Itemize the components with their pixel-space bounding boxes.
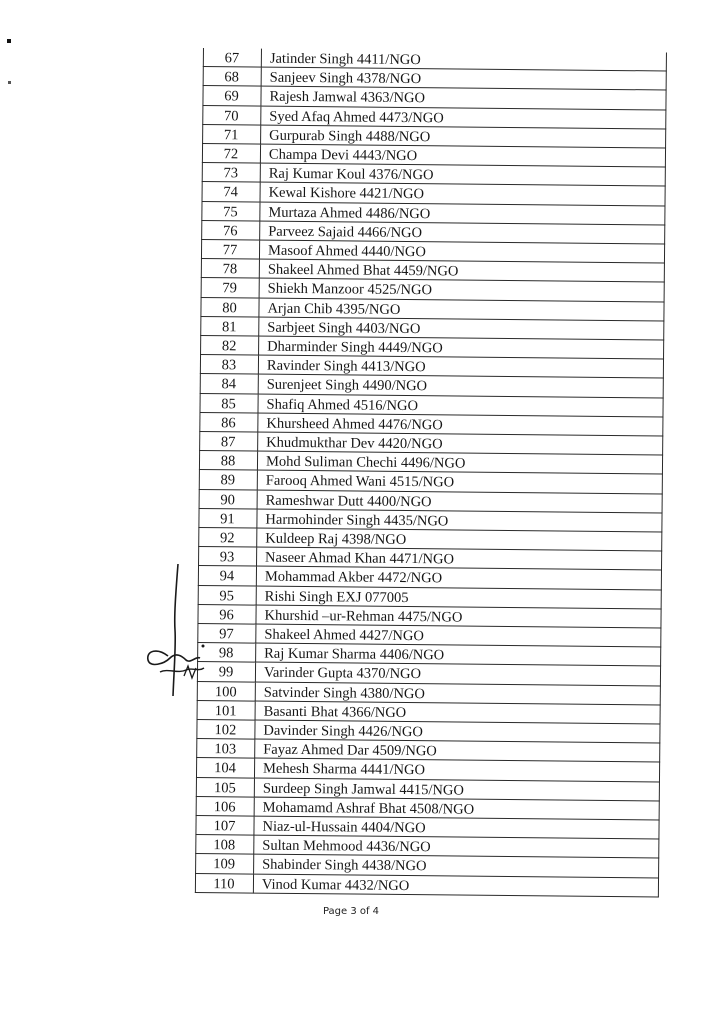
entry-name: Shiekh Manzoor 4525/NGO bbox=[267, 281, 433, 299]
entry-name: Murtaza Ahmed 4486/NGO bbox=[268, 204, 431, 222]
entry-name: Parveez Sajaid 4466/NGO bbox=[268, 223, 423, 241]
entry-name: Mohd Suliman Chechi 4496/NGO bbox=[265, 453, 466, 472]
entry-name: Raj Kumar Koul 4376/NGO bbox=[268, 165, 434, 184]
entry-name: Fayaz Ahmed Dar 4509/NGO bbox=[263, 741, 437, 760]
entry-name: Shakeel Ahmed 4427/NGO bbox=[264, 626, 424, 645]
serial-number: 89 bbox=[199, 470, 258, 490]
entry-name: Khursheed Ahmed 4476/NGO bbox=[266, 415, 443, 434]
handwritten-signature bbox=[138, 560, 208, 700]
entry-name: Dharminder Singh 4449/NGO bbox=[267, 338, 443, 357]
serial-number: 74 bbox=[202, 182, 261, 202]
serial-number: 106 bbox=[196, 797, 255, 817]
serial-number: 100 bbox=[197, 682, 256, 702]
entry-name: Rajesh Jamwal 4363/NGO bbox=[269, 89, 426, 107]
serial-number: 93 bbox=[198, 547, 257, 567]
entry-name: Kewal Kishore 4421/NGO bbox=[268, 185, 425, 203]
entry-name: Ravinder Singh 4413/NGO bbox=[266, 357, 426, 376]
entry-name: Shakeel Ahmed Bhat 4459/NGO bbox=[267, 261, 459, 280]
serial-number: 69 bbox=[202, 86, 261, 106]
entry-name: Sultan Mehmood 4436/NGO bbox=[262, 837, 431, 856]
serial-number: 70 bbox=[202, 106, 261, 126]
entry-name: Surenjeet Singh 4490/NGO bbox=[266, 377, 428, 395]
entry-name: Sarbjeet Singh 4403/NGO bbox=[267, 319, 421, 337]
entry-name: Mohamamd Ashraf Bhat 4508/NGO bbox=[262, 799, 475, 818]
serial-number: 82 bbox=[200, 336, 259, 356]
serial-number: 73 bbox=[202, 163, 261, 183]
entry-name: Raj Kumar Sharma 4406/NGO bbox=[264, 645, 445, 664]
serial-number: 76 bbox=[201, 221, 260, 241]
entry-name: Vinod Kumar 4432/NGO bbox=[261, 876, 410, 894]
entry-name: Niaz-ul-Hussain 4404/NGO bbox=[262, 818, 426, 837]
entry-name: Sanjeev Singh 4378/NGO bbox=[269, 69, 422, 88]
entry-name: Shafiq Ahmed 4516/NGO bbox=[266, 396, 419, 414]
serial-number: 87 bbox=[199, 432, 258, 452]
serial-number: 79 bbox=[201, 278, 260, 298]
entry-name: Farooq Ahmed Wani 4515/NGO bbox=[265, 473, 455, 491]
serial-number: 85 bbox=[199, 394, 258, 414]
serial-number: 108 bbox=[195, 835, 254, 855]
serial-number: 103 bbox=[196, 739, 255, 759]
serial-number: 104 bbox=[196, 758, 255, 778]
serial-number: 97 bbox=[197, 624, 256, 644]
entry-name: Gurpurab Singh 4488/NGO bbox=[269, 127, 431, 146]
table-rows bbox=[8, 0, 702, 894]
serial-number: 88 bbox=[199, 451, 258, 471]
serial-number: 92 bbox=[198, 528, 257, 548]
serial-number: 72 bbox=[202, 144, 261, 164]
entry-name: Shabinder Singh 4438/NGO bbox=[262, 857, 427, 875]
serial-number: 68 bbox=[203, 67, 262, 87]
serial-number: 105 bbox=[196, 778, 255, 798]
serial-number: 107 bbox=[195, 816, 254, 836]
serial-number: 71 bbox=[202, 125, 261, 145]
serial-number: 94 bbox=[198, 566, 257, 586]
serial-number: 83 bbox=[200, 355, 259, 375]
entry-name: Basanti Bhat 4366/NGO bbox=[263, 703, 407, 721]
serial-number: 98 bbox=[197, 643, 256, 663]
entry-name: Khurshid –ur-Rehman 4475/NGO bbox=[264, 607, 463, 626]
entry-name: Jatinder Singh 4411/NGO bbox=[269, 50, 421, 69]
entry-name: Khudmukthar Dev 4420/NGO bbox=[266, 434, 443, 453]
entry-name: Rameshwar Dutt 4400/NGO bbox=[265, 492, 432, 510]
entry-name: Champa Devi 4443/NGO bbox=[268, 146, 418, 165]
serial-number: 86 bbox=[199, 413, 258, 433]
serial-number: 102 bbox=[196, 720, 255, 740]
entry-name: Varinder Gupta 4370/NGO bbox=[263, 665, 422, 683]
entry-name: Arjan Chib 4395/NGO bbox=[267, 300, 401, 318]
entry-name: Davinder Singh 4426/NGO bbox=[263, 722, 424, 741]
entry-name: Harmohinder Singh 4435/NGO bbox=[265, 511, 449, 530]
serial-number: 109 bbox=[195, 854, 254, 874]
entry-name: Mohammad Akber 4472/NGO bbox=[264, 569, 443, 587]
entry-name: Rishi Singh EXJ 077005 bbox=[264, 588, 409, 606]
serial-number: 80 bbox=[200, 298, 259, 318]
serial-number: 90 bbox=[199, 490, 258, 510]
serial-number: 77 bbox=[201, 240, 260, 260]
serial-number: 78 bbox=[201, 259, 260, 279]
serial-number: 67 bbox=[203, 48, 262, 68]
table-row bbox=[195, 874, 659, 898]
serial-number: 75 bbox=[201, 202, 260, 222]
serial-number: 91 bbox=[198, 509, 257, 529]
entry-name: Satvinder Singh 4380/NGO bbox=[263, 684, 425, 702]
entry-name: Surdeep Singh Jamwal 4415/NGO bbox=[262, 780, 464, 799]
serial-number: 96 bbox=[197, 605, 256, 625]
entry-name: Mehesh Sharma 4441/NGO bbox=[262, 761, 426, 779]
serial-number: 81 bbox=[200, 317, 259, 337]
serial-number: 84 bbox=[200, 374, 259, 394]
serial-number: 99 bbox=[197, 662, 256, 682]
serial-number: 101 bbox=[197, 701, 256, 721]
serial-number: 95 bbox=[198, 586, 257, 606]
entry-name: Kuldeep Raj 4398/NGO bbox=[265, 530, 407, 549]
page-number: Page 3 of 4 bbox=[322, 906, 380, 917]
entry-name: Masoof Ahmed 4440/NGO bbox=[267, 242, 427, 261]
entry-name: Naseer Ahmad Khan 4471/NGO bbox=[265, 549, 455, 568]
serial-number: 110 bbox=[195, 874, 254, 894]
entry-name: Syed Afaq Ahmed 4473/NGO bbox=[269, 108, 444, 126]
